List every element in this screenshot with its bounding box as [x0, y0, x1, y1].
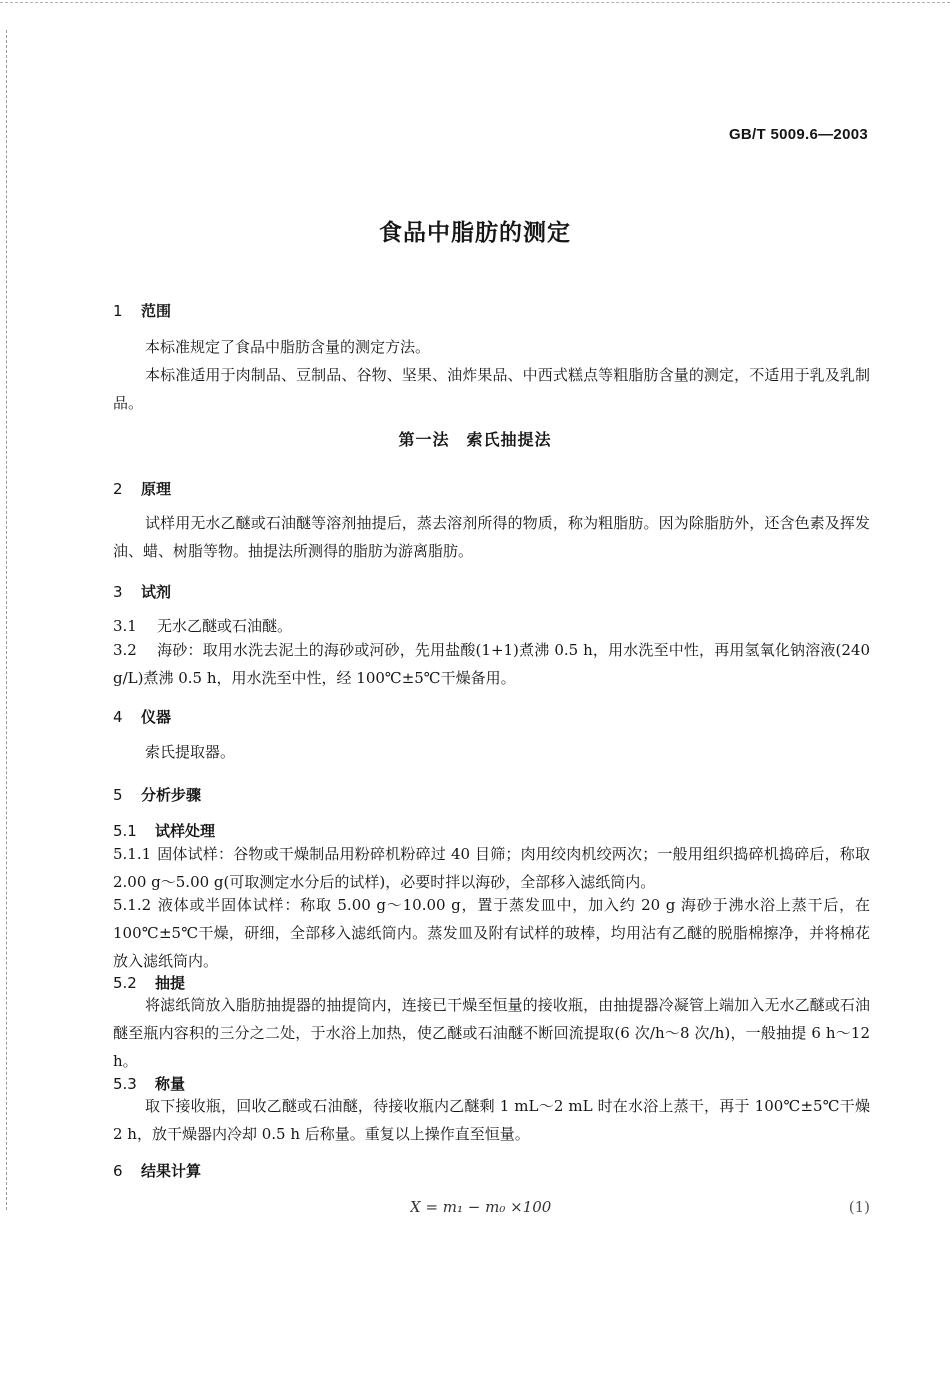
formula-text: X = m₁ − m₀ ×100 [410, 1198, 552, 1216]
section-number: 4 [113, 708, 123, 726]
clause-number: 5.1.2 [113, 896, 152, 914]
section-title: 仪器 [141, 708, 172, 726]
section-3-heading [113, 581, 171, 602]
clause-text: 无水乙醚或石油醚。 [157, 617, 293, 635]
clause-number: 5.1 [113, 822, 137, 840]
scope-paragraph-2: 本标准适用于肉制品、豆制品、谷物、坚果、油炸果品、中西式糕点等粗脂肪含量的测定，不适用于乳及乳制品。 [113, 366, 870, 412]
section-number: 1 [113, 302, 123, 320]
clause-title: 称量 [155, 1075, 186, 1093]
section-1-heading [113, 300, 171, 321]
subsection-5-2-heading [113, 972, 185, 993]
clause-title: 试样处理 [155, 822, 216, 840]
weighing-paragraph: 取下接收瓶，回收乙醚或石油醚，待接收瓶内乙醚剩 1 mL～2 mL 时在水浴上蒸干，再于 100℃±5℃干燥 2 h，放干燥器内冷却 0.5 h 后称量。重复以上操作直至恒量。 [113, 1097, 870, 1143]
clause-5-1-2 [113, 891, 870, 975]
section-title: 试剂 [141, 583, 172, 601]
section-title: 原理 [141, 480, 172, 498]
standard-code: GB/T 5009.6—2003 [728, 126, 868, 143]
scan-left-edge [6, 30, 8, 1210]
document-title: 食品中脂肪的测定 [379, 220, 571, 246]
formula-cutoff [410, 1198, 880, 1216]
section-4-heading [113, 706, 171, 727]
subsection-5-1-heading [113, 820, 215, 841]
section-title: 分析步骤 [141, 786, 202, 804]
section-title: 范围 [141, 302, 172, 320]
apparatus-paragraph: 索氏提取器。 [145, 743, 236, 761]
clause-text: 固体试样：谷物或干燥制品用粉碎机粉碎过 40 目筛；肉用绞肉机绞两次；一般用组织捣碎机捣碎后，称取 2.00 g～5.00 g(可取测定水分后的试样)，必要时拌以海砂，全部移入滤纸筒内。 [113, 845, 870, 891]
principle-paragraph: 试样用无水乙醚或石油醚等溶剂抽提后，蒸去溶剂所得的物质，称为粗脂肪。因为除脂肪外，还含色素及挥发油、蜡、树脂等物。抽提法所测得的脂肪为游离脂肪。 [113, 514, 870, 560]
reagent-3-2 [113, 636, 870, 692]
clause-number: 3.2 [113, 641, 137, 659]
clause-5-1-1 [113, 840, 870, 896]
scope-paragraph-1: 本标准规定了食品中脂肪含量的测定方法。 [145, 338, 431, 356]
section-6-heading [113, 1160, 201, 1181]
clause-number: 5.3 [113, 1075, 137, 1093]
equation-number: (1) [848, 1198, 870, 1216]
section-number: 6 [113, 1162, 123, 1180]
section-title: 结果计算 [141, 1162, 202, 1180]
section-5-heading [113, 784, 201, 805]
subsection-5-3-heading [113, 1073, 185, 1094]
clause-text: 海砂：取用水洗去泥土的海砂或河砂，先用盐酸(1+1)煮沸 0.5 h，用水洗至中性，再用氢氧化钠溶液(240 g/L)煮沸 0.5 h，用水洗至中性，经 100℃±5℃干燥备用。 [113, 641, 870, 687]
clause-number: 5.2 [113, 974, 137, 992]
clause-title: 抽提 [155, 974, 186, 992]
section-number: 2 [113, 480, 123, 498]
clause-text: 液体或半固体试样：称取 5.00 g～10.00 g，置于蒸发皿中，加入约 20 g 海砂于沸水浴上蒸干后，在 100℃±5℃干燥，研细，全部移入滤纸筒内。蒸发皿及附有试样的玻棒，均用沾有乙醚的脱脂棉擦净，并将棉花放入滤纸筒内。 [113, 896, 870, 970]
section-number: 3 [113, 583, 123, 601]
section-number: 5 [113, 786, 123, 804]
scan-top-edge [0, 2, 950, 4]
method-title: 第一法 索氏抽提法 [398, 430, 552, 449]
section-2-heading [113, 478, 171, 499]
clause-number: 5.1.1 [113, 845, 152, 863]
extraction-paragraph: 将滤纸筒放入脂肪抽提器的抽提筒内，连接已干燥至恒量的接收瓶，由抽提器冷凝管上端加入无水乙醚或石油醚至瓶内容积的三分之二处，于水浴上加热，使乙醚或石油醚不断回流提取(6 次/h～8 次/h)，一般抽提 6 h～12 h。 [113, 996, 870, 1070]
clause-number: 3.1 [113, 617, 137, 635]
